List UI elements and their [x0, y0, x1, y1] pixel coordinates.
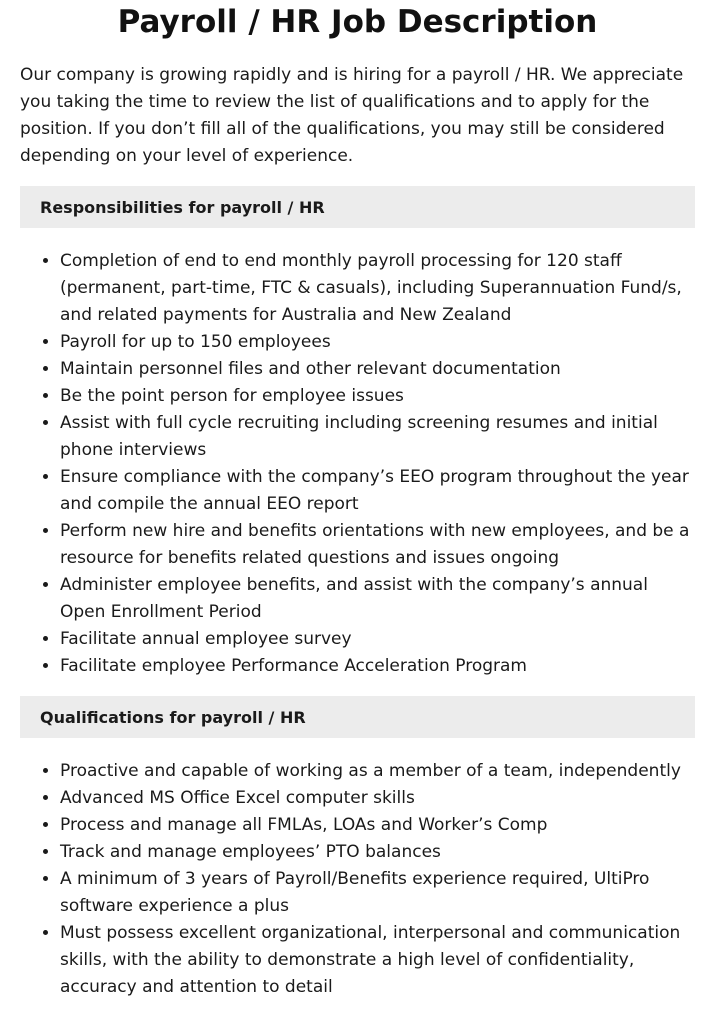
- list-item: • Ensure compliance with the company’s EEO program throughout the year and compile the annual EEO report: [60, 464, 695, 518]
- list-item: • Be the point person for employee issues: [60, 383, 695, 410]
- qualifications-heading: [20, 696, 695, 738]
- page-title: Payroll / HR Job Description: [117, 4, 598, 40]
- list-item: • Track and manage employees’ PTO balances: [60, 839, 695, 866]
- intro-paragraph: Our company is growing rapidly and is hiring for a payroll / HR. We appreciate you taking the time to review the list of qualifications and to apply for the position. If you don’t fill all of the qualifications, you may still be considered depending on your level of experience.: [20, 65, 684, 166]
- qualifications-list: [20, 758, 695, 1001]
- list-item: • Proactive and capable of working as a member of a team, independently: [60, 758, 695, 785]
- list-item: • Advanced MS Office Excel computer skills: [60, 785, 695, 812]
- responsibilities-heading: [20, 186, 695, 228]
- list-item: • Must possess excellent organizational, interpersonal and communication skills, with the ability to demonstrate a high level of confidentiality, accuracy and attention to detail: [60, 920, 695, 1001]
- list-item: • Payroll for up to 150 employees: [60, 329, 695, 356]
- list-item: • Perform new hire and benefits orientations with new employees, and be a resource for benefits related questions and issues ongoing: [60, 518, 695, 572]
- responsibilities-heading-text: Responsibilities for payroll / HR: [40, 197, 325, 217]
- list-item: • A minimum of 3 years of Payroll/Benefits experience required, UltiPro software experience a plus: [60, 866, 695, 920]
- list-item: • Assist with full cycle recruiting including screening resumes and initial phone interviews: [60, 410, 695, 464]
- qualifications-heading-text: Qualifications for payroll / HR: [40, 707, 306, 727]
- list-item: • Completion of end to end monthly payroll processing for 120 staff (permanent, part-time, FTC & casuals), including Superannuation Fund/s, and related payments for Australia and New Zealand: [60, 248, 695, 329]
- list-item: • Facilitate annual employee survey: [60, 626, 695, 653]
- list-item: • Process and manage all FMLAs, LOAs and Worker’s Comp: [60, 812, 695, 839]
- list-item: • Administer employee benefits, and assist with the company’s annual Open Enrollment Period: [60, 572, 695, 626]
- list-item: • Maintain personnel files and other relevant documentation: [60, 356, 695, 383]
- list-item: • Facilitate employee Performance Acceleration Program: [60, 653, 695, 680]
- responsibilities-list: [20, 248, 695, 680]
